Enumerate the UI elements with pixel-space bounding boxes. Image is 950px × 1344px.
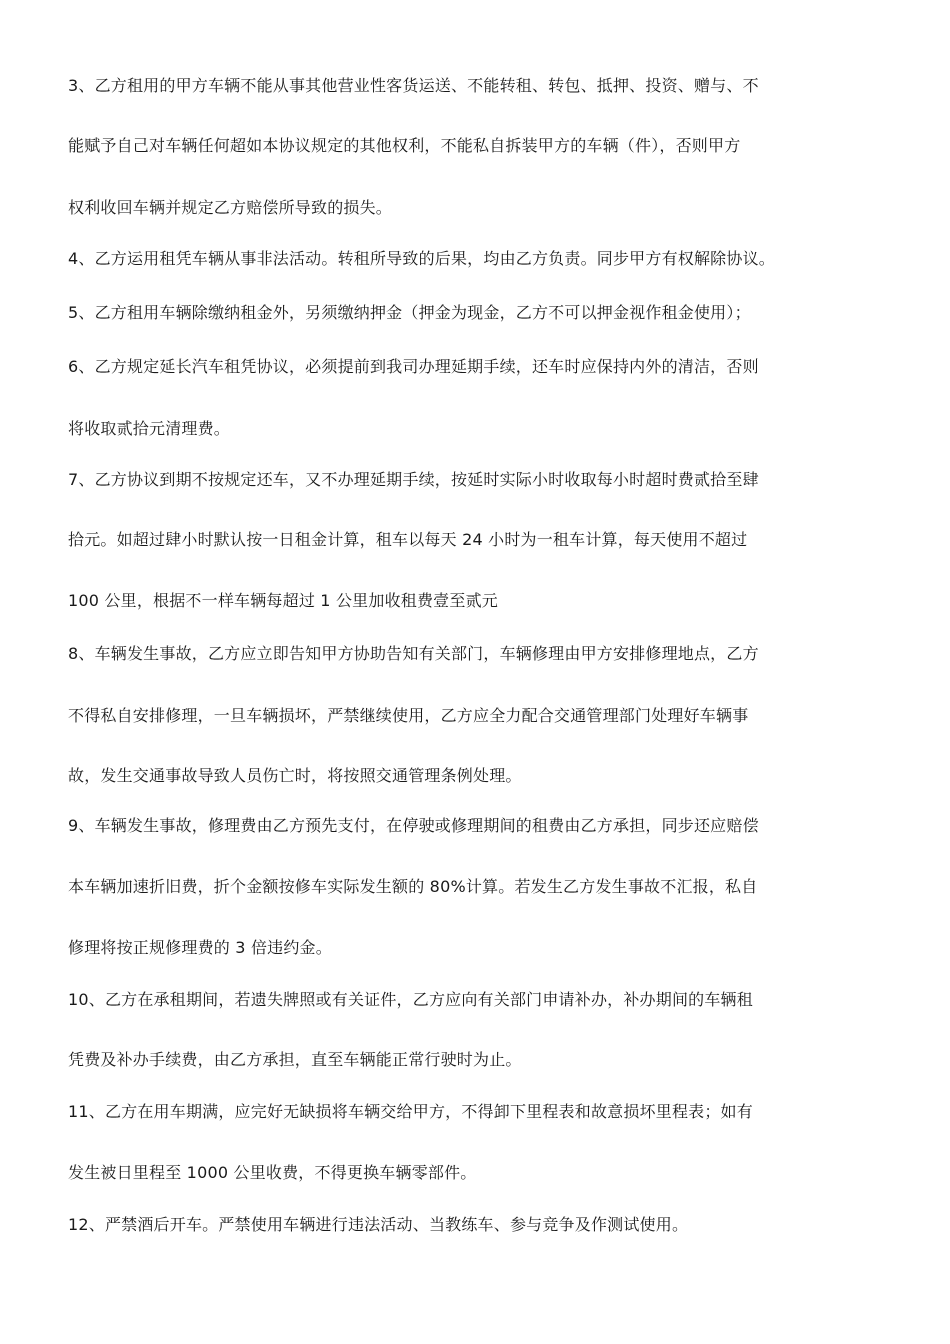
clause-7-line-2: 拾元。如超过肆小时默认按一日租金计算，租车以每天 24 小时为一租车计算，每天使用不超过 <box>68 530 748 549</box>
clause-3-line-1: 3、乙方租用的甲方车辆不能从事其他营业性客货运送、不能转租、转包、抵押、投资、赠与、不 <box>68 76 759 95</box>
clause-9-line-2: 本车辆加速折旧费，折个金额按修车实际发生额的 80%计算。若发生乙方发生事故不汇报，私自 <box>68 877 758 896</box>
clause-12-line-1: 12、严禁酒后开车。严禁使用车辆进行违法活动、当教练车、参与竞争及作测试使用。 <box>68 1215 689 1234</box>
clause-3-line-2: 能赋予自己对车辆任何超如本协议规定的其他权利，不能私自拆装甲方的车辆（件），否则甲方 <box>68 136 741 155</box>
clause-10-line-2: 凭费及补办手续费，由乙方承担，直至车辆能正常行驶时为止。 <box>68 1050 522 1069</box>
clause-10-line-1: 10、乙方在承租期间，若遗失牌照或有关证件，乙方应向有关部门申请补办，补办期间的车辆租 <box>68 990 753 1009</box>
clause-7-line-1: 7、乙方协议到期不按规定还车，又不办理延期手续，按延时实际小时收取每小时超时费贰拾至肆 <box>68 470 759 489</box>
clause-11-line-1: 11、乙方在用车期满，应完好无缺损将车辆交给甲方，不得卸下里程表和故意损坏里程表；如有 <box>68 1102 753 1121</box>
clause-4-line-1: 4、乙方运用租凭车辆从事非法活动。转租所导致的后果，均由乙方负责。同步甲方有权解除协议。 <box>68 249 775 268</box>
clause-5-line-1: 5、乙方租用车辆除缴纳租金外，另须缴纳押金（押金为现金，乙方不可以押金视作租金使用）； <box>68 303 751 322</box>
clause-9-line-1: 9、车辆发生事故，修理费由乙方预先支付，在停驶或修理期间的租费由乙方承担，同步还应赔偿 <box>68 816 759 835</box>
clause-6-line-2: 将收取贰拾元清理费。 <box>68 419 231 438</box>
clause-8-line-2: 不得私自安排修理，一旦车辆损坏，严禁继续使用，乙方应全力配合交通管理部门处理好车辆事 <box>68 706 749 725</box>
clause-8-line-1: 8、车辆发生事故，乙方应立即告知甲方协助告知有关部门，车辆修理由甲方安排修理地点，乙方 <box>68 644 759 663</box>
clause-8-line-3: 故，发生交通事故导致人员伤亡时，将按照交通管理条例处理。 <box>68 766 522 785</box>
clause-7-line-3: 100 公里，根据不一样车辆每超过 1 公里加收租费壹至贰元 <box>68 591 498 610</box>
clause-6-line-1: 6、乙方规定延长汽车租凭协议，必须提前到我司办理延期手续，还车时应保持内外的清洁，否则 <box>68 357 759 376</box>
clause-11-line-2: 发生被日里程至 1000 公里收费，不得更换车辆零部件。 <box>68 1163 477 1182</box>
clause-3-line-3: 权利收回车辆并规定乙方赔偿所导致的损失。 <box>68 198 393 217</box>
clause-9-line-3: 修理将按正规修理费的 3 倍违约金。 <box>68 938 332 957</box>
